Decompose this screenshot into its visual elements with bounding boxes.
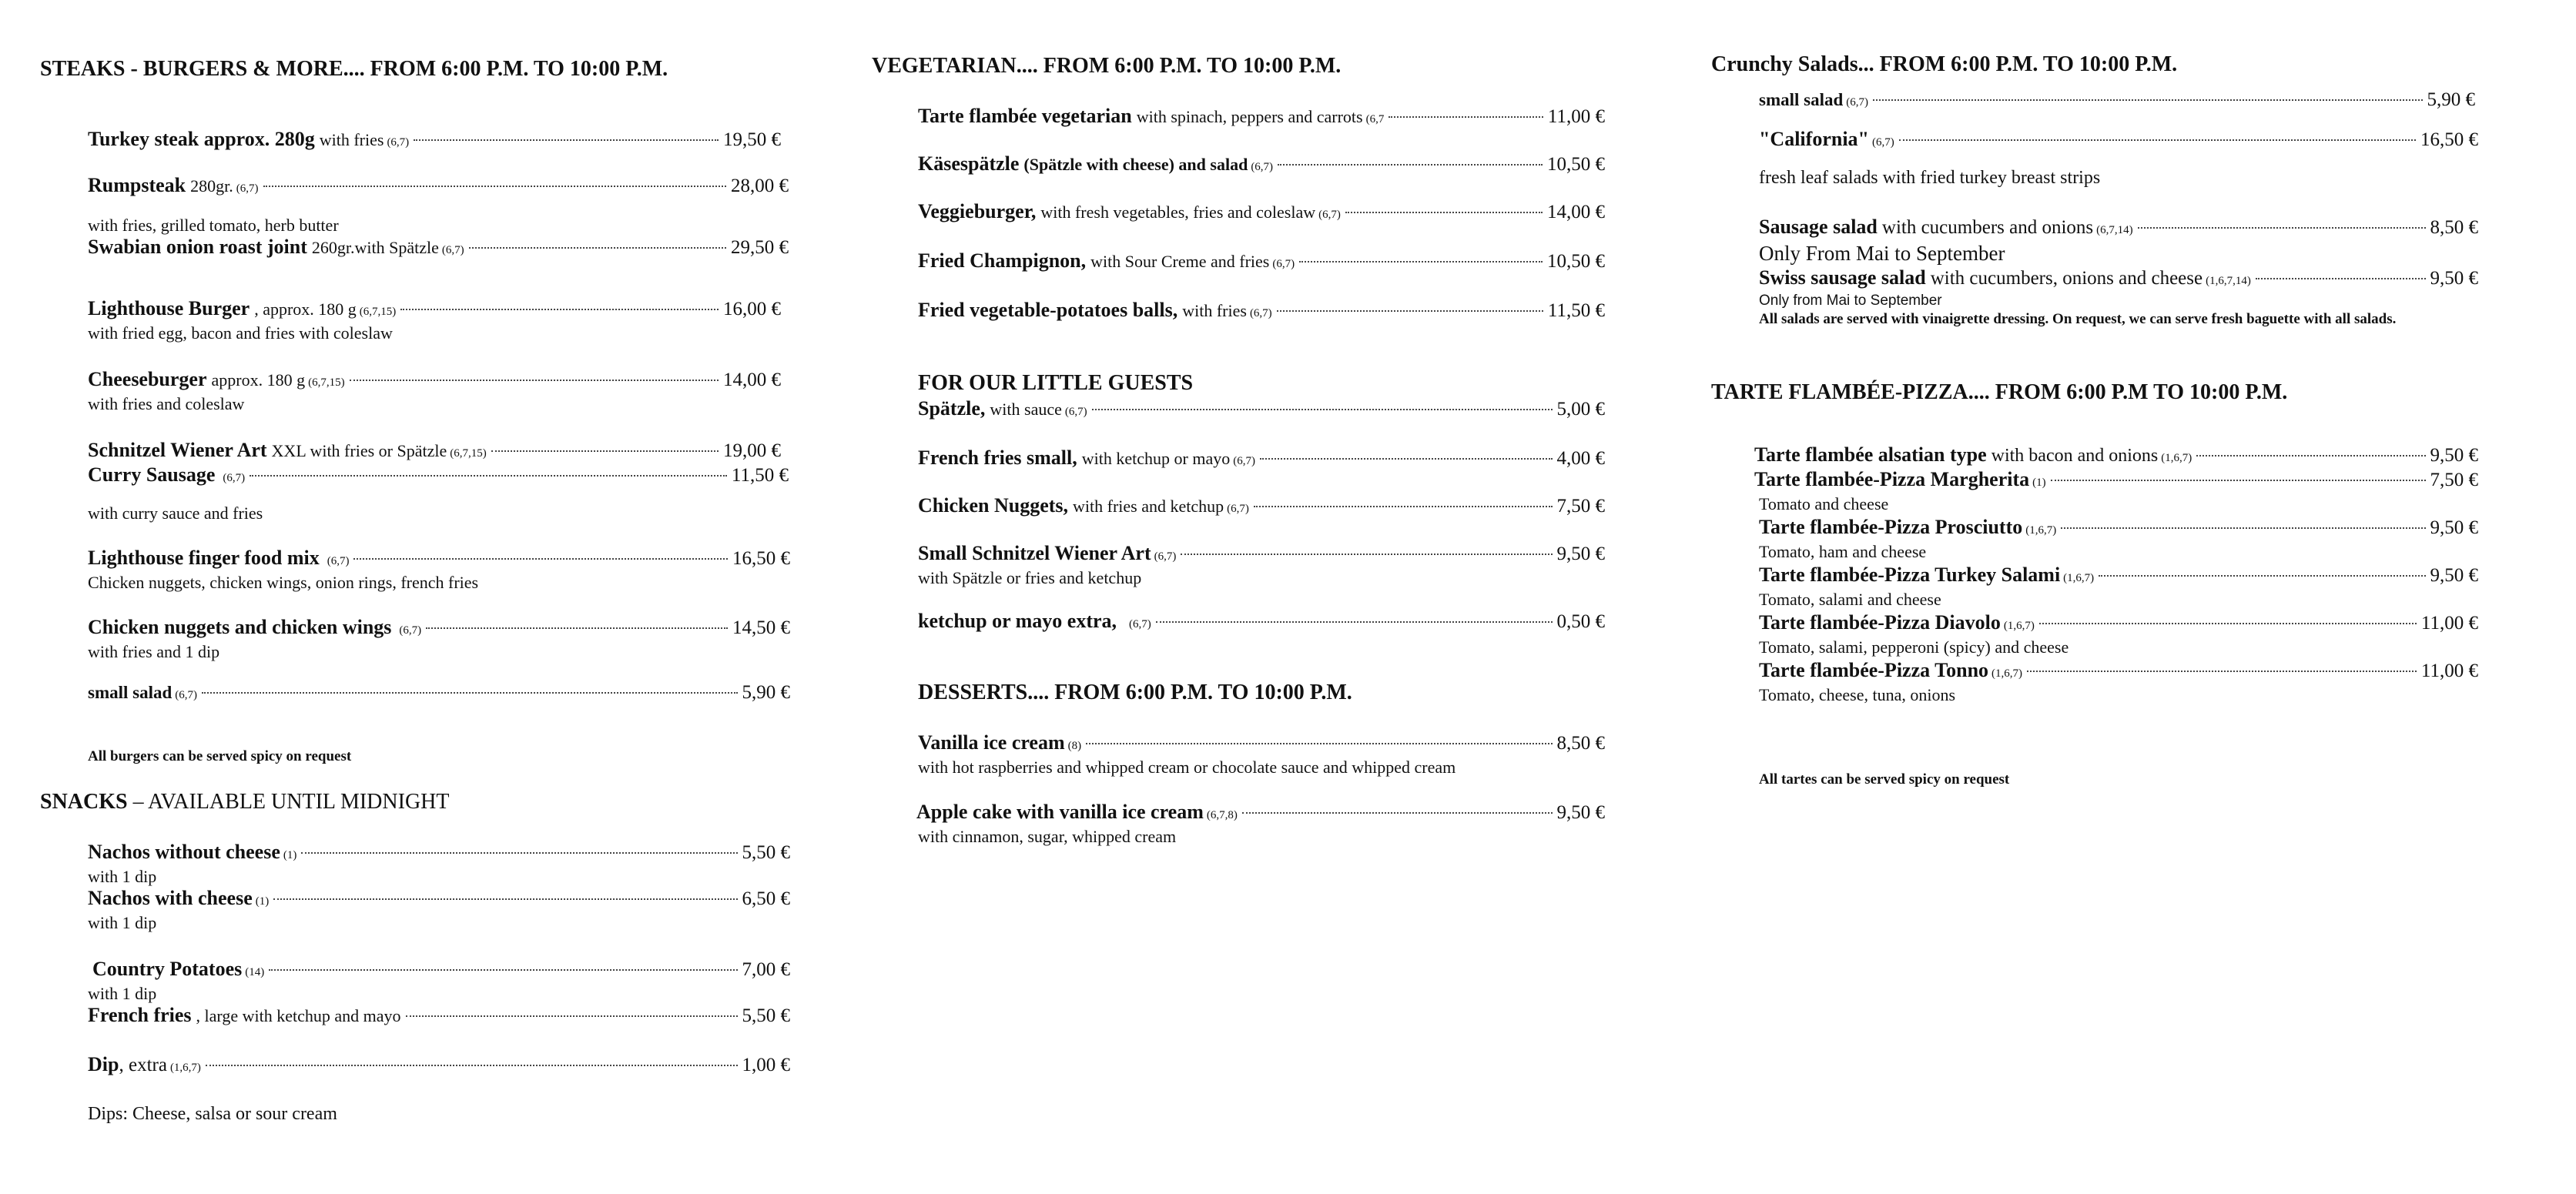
menu-item: Vanilla ice cream (8) 8,50 € <box>918 731 1605 754</box>
burgers-note: All burgers can be served spicy on request <box>88 748 352 764</box>
steaks-section-title: STEAKS - BURGERS & MORE.... FROM 6:00 P.M. TO 10:00 P.M. <box>40 57 668 81</box>
menu-item: Nachos without cheese (1) 5,50 € <box>88 841 790 863</box>
menu-item: Dip , extra (1,6,7) 1,00 € <box>88 1053 790 1075</box>
item-description: Tomato, salami, pepperoni (spicy) and cheese <box>1759 637 2069 657</box>
item-description: with Spätzle or fries and ketchup <box>918 568 1142 587</box>
seasonal-note: Only from Mai to September <box>1759 293 1942 309</box>
menu-item: Tarte flambée alsatian type with bacon and onions (1,6,7) 9,50 € <box>1754 443 2478 466</box>
item-description: with hot raspberries and whipped cream or chocolate sauce and whipped cream <box>918 758 1456 777</box>
snacks-section-title: SNACKS – AVAILABLE UNTIL MIDNIGHT <box>40 790 450 814</box>
menu-item: Cheeseburger approx. 180 g (6,7,15) 14,00 € <box>88 368 781 390</box>
item-description: Tomato, ham and cheese <box>1759 542 1927 561</box>
item-description: Tomato, cheese, tuna, onions <box>1759 685 1956 704</box>
menu-item: "California" (6,7) 16,50 € <box>1759 128 2478 150</box>
desserts-section-title: DESSERTS.... FROM 6:00 P.M. TO 10:00 P.M. <box>918 681 1352 704</box>
tartes-note: All tartes can be served spicy on request <box>1759 771 2010 788</box>
salads-note: All salads are served with vinaigrette dressing. On request, we can serve fresh baguette with all salads. <box>1759 311 2397 327</box>
menu-item: Schnitzel Wiener Art XXL with fries or Spätzle (6,7,15) 19,00 € <box>88 439 781 461</box>
item-description: Tomato, salami and cheese <box>1759 590 1941 609</box>
menu-item: Veggieburger, with fresh vegetables, fries and coleslaw (6,7) 14,00 € <box>918 200 1605 222</box>
item-description: with cinnamon, sugar, whipped cream <box>918 827 1177 846</box>
menu-item: Fried vegetable-potatoes balls, with fries (6,7) 11,50 € <box>918 299 1605 321</box>
menu-item: Chicken Nuggets, with fries and ketchup (6,7) 7,50 € <box>918 494 1605 517</box>
menu-item: Turkey steak approx. 280g with fries (6,7) 19,50 € <box>88 128 781 150</box>
menu-item: French fries small, with ketchup or mayo (6,7) 4,00 € <box>918 446 1605 469</box>
tarte-section-title: TARTE FLAMBÉE-PIZZA.... FROM 6:00 P.M TO 10:00 P.M. <box>1711 380 2288 404</box>
menu-item: Small Schnitzel Wiener Art (6,7) 9,50 € <box>918 542 1605 564</box>
menu-item: Tarte flambée-Pizza Tonno (1,6,7) 11,00 € <box>1759 659 2478 681</box>
item-description: fresh leaf salads with fried turkey breast strips <box>1759 168 2101 188</box>
menu-item: Fried Champignon, with Sour Creme and fries (6,7) 10,50 € <box>918 249 1605 272</box>
menu-item: Tarte flambée-Pizza Prosciutto (1,6,7) 9,50 € <box>1759 516 2478 538</box>
salads-section-title: Crunchy Salads... FROM 6:00 P.M. TO 10:00 P.M. <box>1711 52 2178 76</box>
menu-item: French fries , large with ketchup and mayo 5,50 € <box>88 1004 790 1026</box>
menu-item: Apple cake with vanilla ice cream (6,7,8) 9,50 € <box>916 801 1605 823</box>
item-description: with fries and 1 dip <box>88 642 220 661</box>
menu-item: Swiss sausage salad with cucumbers, onions and cheese (1,6,7,14) 9,50 € <box>1759 266 2478 289</box>
item-description: with 1 dip <box>88 913 157 932</box>
menu-item: Country Potatoes (14) 7,00 € <box>92 958 790 980</box>
item-description: with fries, grilled tomato, herb butter <box>88 216 339 235</box>
item-description: with 1 dip <box>88 984 157 1003</box>
item-description: Tomato and cheese <box>1759 494 1889 513</box>
kids-section-title: FOR OUR LITTLE GUESTS <box>918 371 1194 395</box>
seasonal-note: Only From Mai to September <box>1759 242 2005 265</box>
menu-item: Tarte flambée-Pizza Margherita (1) 7,50 € <box>1754 468 2478 490</box>
menu-item: small salad (6,7) 5,90 € <box>88 682 790 703</box>
menu-item: Tarte flambée-Pizza Diavolo (1,6,7) 11,00 € <box>1759 611 2478 634</box>
menu-item: Rumpsteak 280gr. (6,7) 28,00 € <box>88 174 789 196</box>
menu-item: Chicken nuggets and chicken wings (6,7) 14,50 € <box>88 616 790 638</box>
menu-item: ketchup or mayo extra, (6,7) 0,50 € <box>918 610 1605 632</box>
menu-item: Tarte flambée vegetarian with spinach, peppers and carrots (6,7 11,00 € <box>918 105 1605 127</box>
menu-item: Nachos with cheese (1) 6,50 € <box>88 887 790 909</box>
item-description: with 1 dip <box>88 867 157 886</box>
dips-line: Dips: Cheese, salsa or sour cream <box>88 1104 337 1124</box>
item-description: with fried egg, bacon and fries with coleslaw <box>88 323 393 343</box>
vegetarian-section-title: VEGETARIAN.... FROM 6:00 P.M. TO 10:00 P.M. <box>872 54 1342 78</box>
menu-item: small salad (6,7) 5,90 € <box>1759 89 2475 110</box>
menu-item: Tarte flambée-Pizza Turkey Salami (1,6,7) 9,50 € <box>1759 564 2478 586</box>
menu-item: Käsespätzle (Spätzle with cheese) and salad (6,7) 10,50 € <box>918 152 1605 175</box>
menu-item: Lighthouse Burger , approx. 180 g (6,7,15) 16,00 € <box>88 297 781 319</box>
menu-item: Curry Sausage (6,7) 11,50 € <box>88 463 789 486</box>
item-description: Chicken nuggets, chicken wings, onion rings, french fries <box>88 573 479 592</box>
menu-item: Spätzle, with sauce (6,7) 5,00 € <box>918 397 1605 420</box>
menu-item: Sausage salad with cucumbers and onions (6,7,14) 8,50 € <box>1759 216 2478 238</box>
item-description: with fries and coleslaw <box>88 394 245 413</box>
menu-item: Swabian onion roast joint 260gr.with Spätzle (6,7) 29,50 € <box>88 236 789 258</box>
item-description: with curry sauce and fries <box>88 503 263 523</box>
menu-item: Lighthouse finger food mix (6,7) 16,50 € <box>88 547 790 569</box>
